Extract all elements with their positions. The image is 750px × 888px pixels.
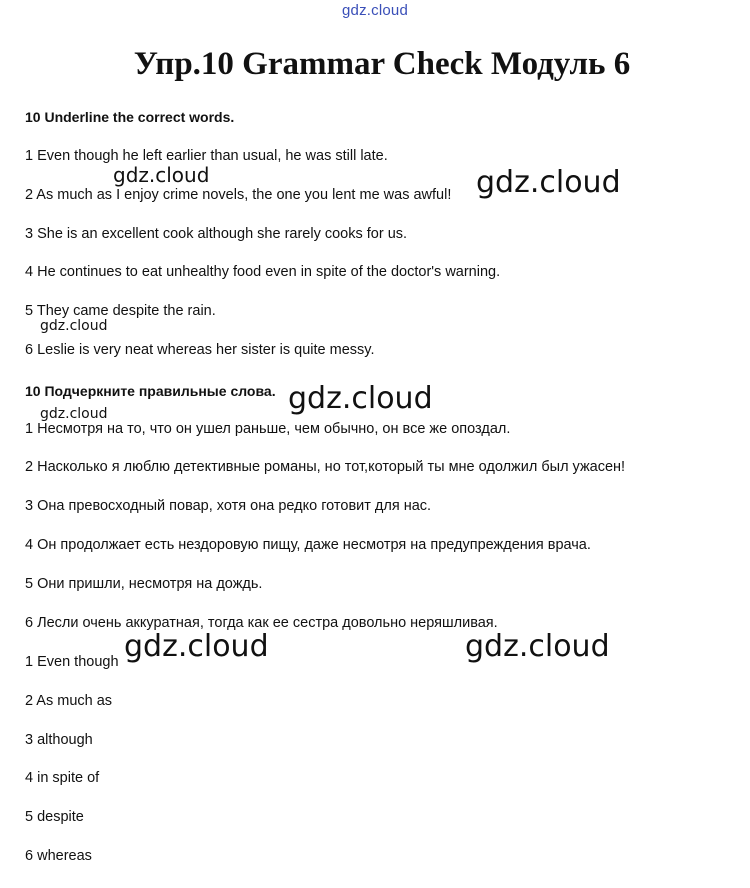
watermark: gdz.cloud <box>40 318 108 334</box>
watermark: gdz.cloud <box>465 629 610 664</box>
english-item-1: 1 Even though he left earlier than usual, he was still late. <box>25 148 388 164</box>
english-item-5: 5 They came despite the rain. <box>25 303 216 319</box>
answer-5: 5 despite <box>25 809 84 825</box>
english-item-4: 4 He continues to eat unhealthy food even in spite of the doctor's warning. <box>25 264 501 280</box>
watermark: gdz.cloud <box>113 163 210 187</box>
russian-item-1: 1 Несмотря на то, что он ушел раньше, чем обычно, он все же опоздал. <box>25 421 511 437</box>
watermark: gdz.cloud <box>40 406 108 422</box>
english-heading: 10 Underline the correct words. <box>25 109 235 125</box>
english-item-6: 6 Leslie is very neat whereas her sister is quite messy. <box>25 342 375 358</box>
answer-6: 6 whereas <box>25 848 92 864</box>
answer-1: 1 Even though <box>25 654 119 670</box>
answer-2: 2 As much as <box>25 693 113 709</box>
watermark: gdz.cloud <box>288 381 433 416</box>
english-item-2: 2 As much as I enjoy crime novels, the one you lent me was awful! <box>25 187 452 203</box>
english-item-3: 3 She is an excellent cook although she rarely cooks for us. <box>25 226 408 242</box>
watermark: gdz.cloud <box>476 165 621 200</box>
answer-4: 4 in spite of <box>25 770 100 786</box>
top-watermark: gdz.cloud <box>341 2 408 19</box>
russian-item-6: 6 Лесли очень аккуратная, тогда как ее сестра довольно неряшливая. <box>25 615 498 631</box>
russian-item-4: 4 Он продолжает есть нездоровую пищу, даже несмотря на предупреждения врача. <box>25 537 591 553</box>
answer-3: 3 although <box>25 732 93 748</box>
russian-heading: 10 Подчеркните правильные слова. <box>25 383 276 399</box>
russian-item-3: 3 Она превосходный повар, хотя она редко готовит для нас. <box>25 498 432 514</box>
russian-item-5: 5 Они пришли, несмотря на дождь. <box>25 576 263 592</box>
watermark: gdz.cloud <box>124 629 269 664</box>
russian-item-2: 2 Насколько я люблю детективные романы, но тот,который ты мне одолжил был ужасен! <box>25 459 626 475</box>
page-title: Упр.10 Grammar Check Модуль 6 <box>133 46 631 82</box>
